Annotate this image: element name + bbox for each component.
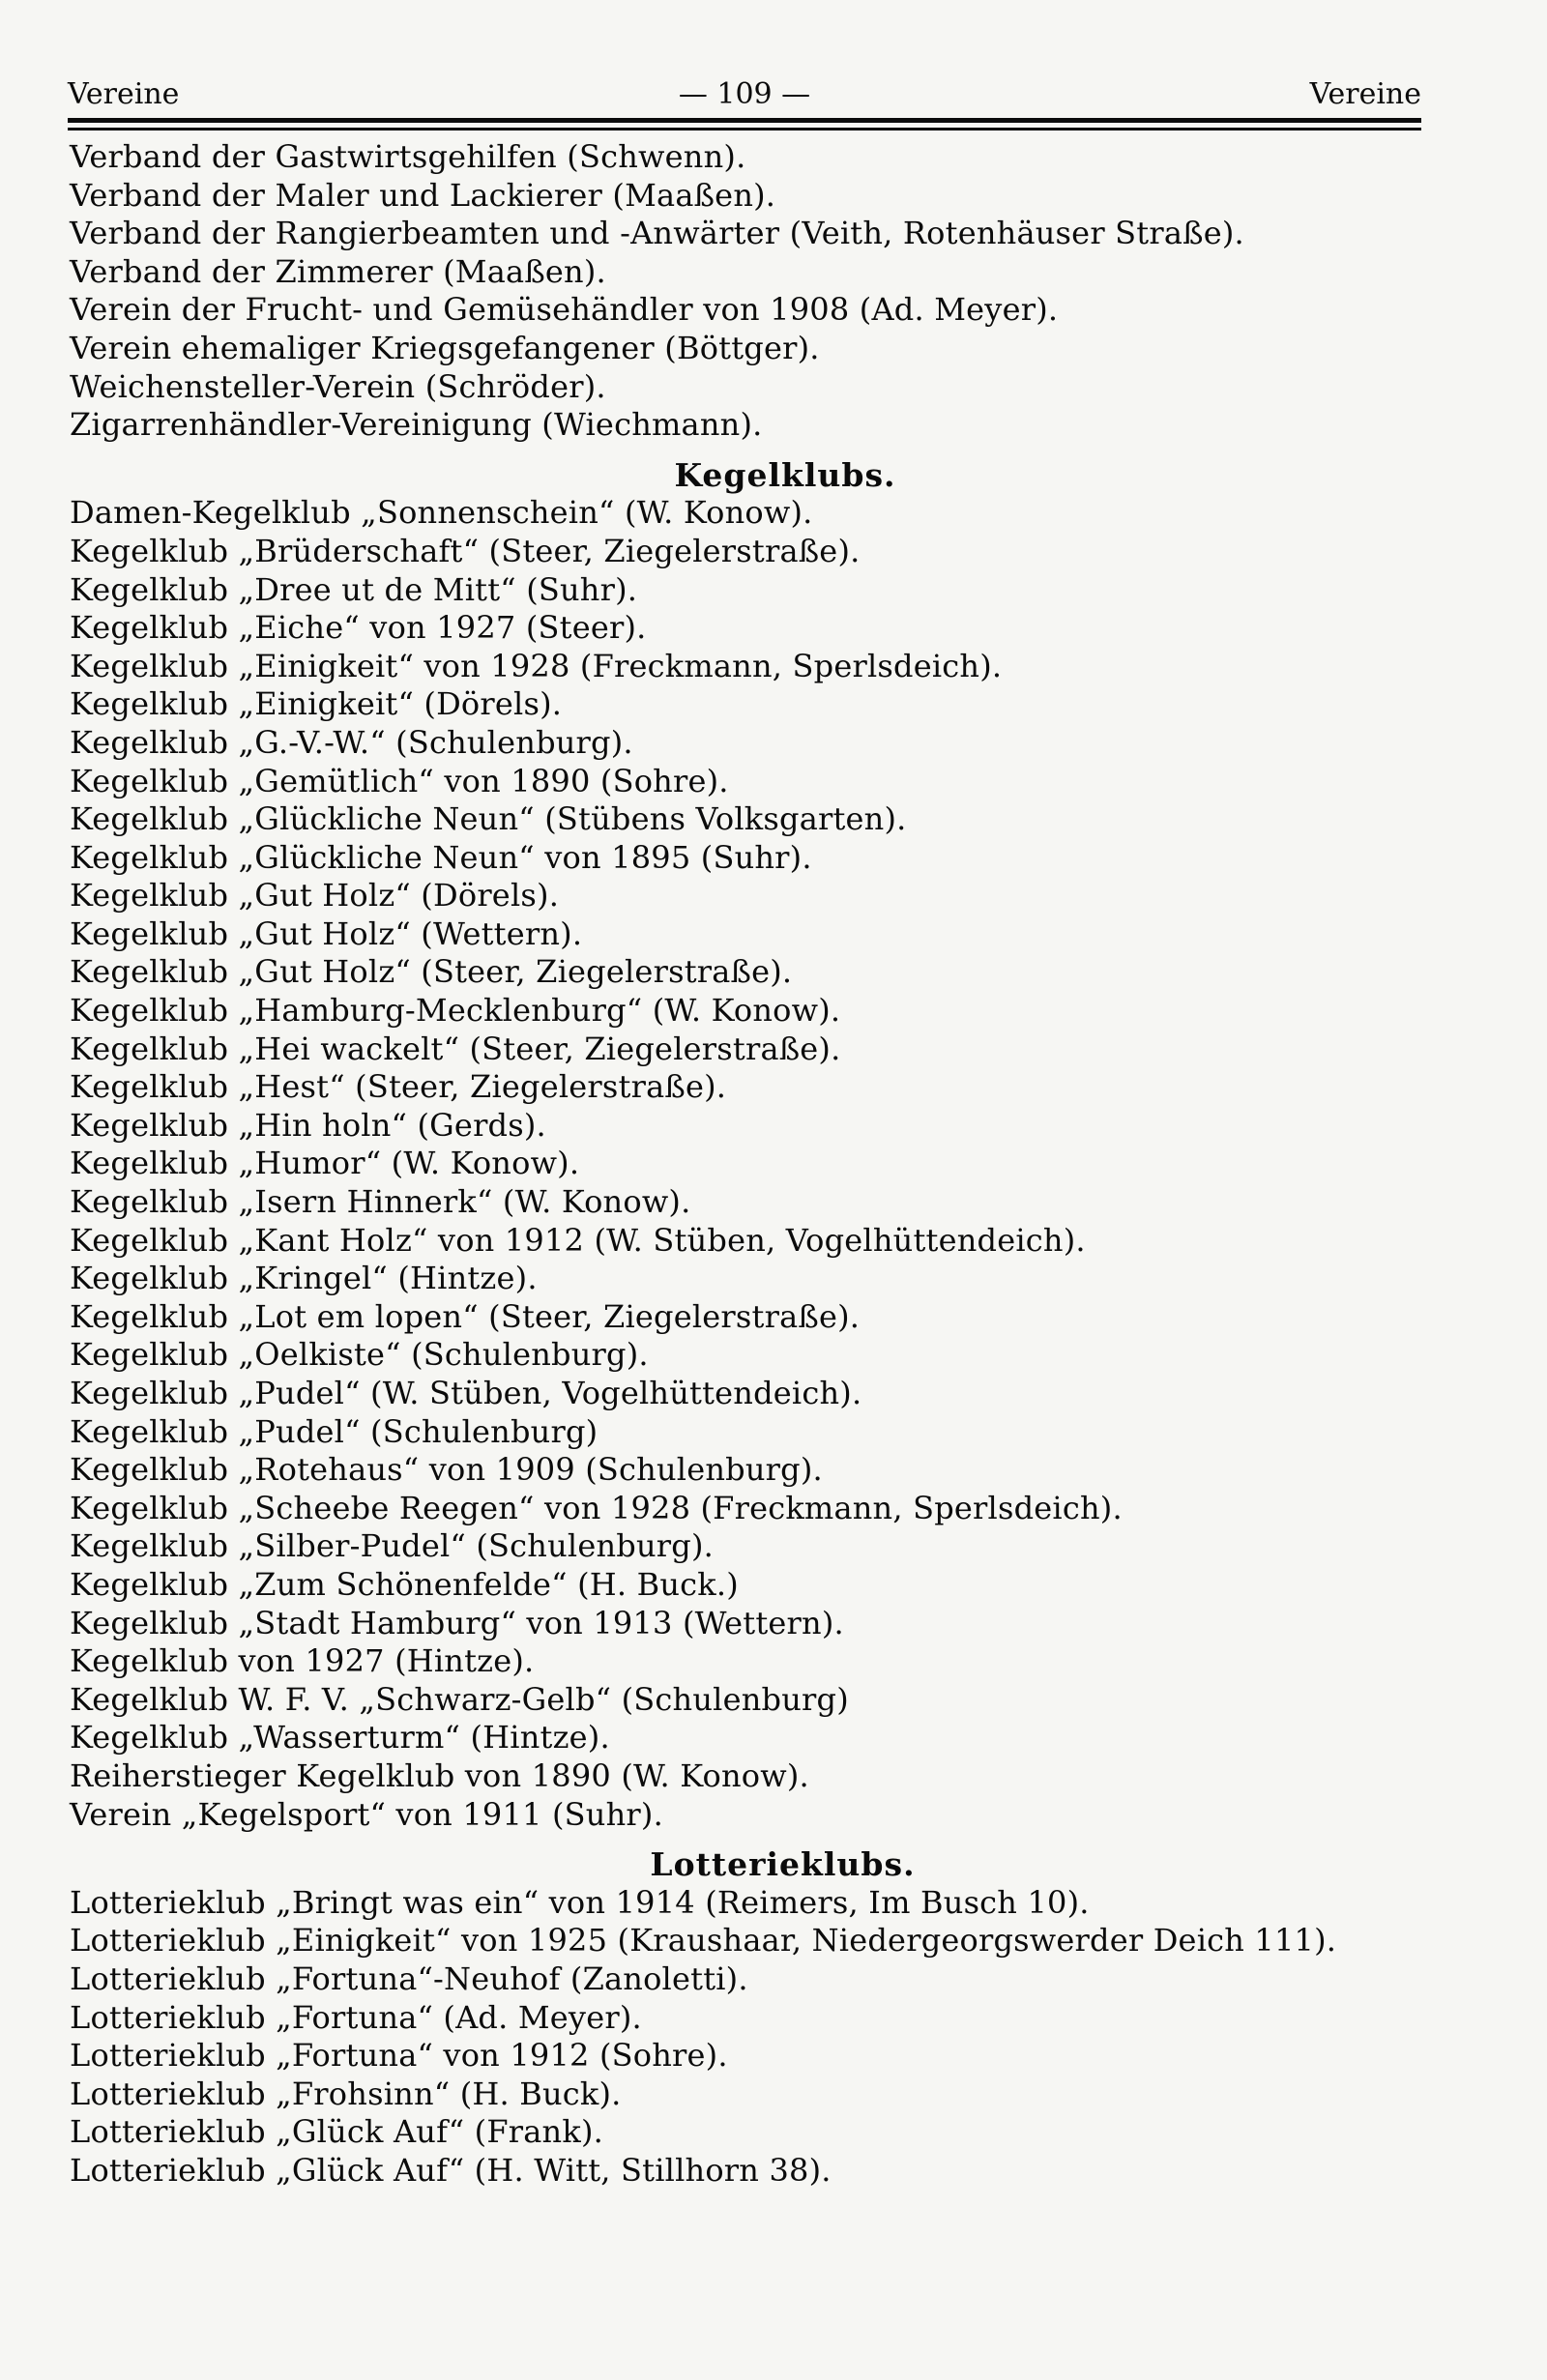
list-entry: Kegelklub „Scheebe Reegen“ von 1928 (Freckmann, Sperlsdeich). (70, 1489, 1123, 1526)
list-entry: Kegelklub „Gut Holz“ (Wettern). (70, 914, 583, 952)
list-entry: Kegelklub „Rotehaus“ von 1909 (Schulenburg). (70, 1451, 823, 1489)
kegelklubs-list (70, 494, 1443, 1834)
header-rule-thick (68, 118, 1421, 123)
list-entry: Kegelklub von 1927 (Hintze). (70, 1642, 535, 1680)
list-entry: Kegelklub „Kringel“ (Hintze). (70, 1260, 538, 1297)
list-entry: Kegelklub „Pudel“ (Schulenburg) (70, 1412, 598, 1450)
list-entry: Kegelklub „Silber-Pudel“ (Schulenburg). (70, 1527, 715, 1565)
list-entry: Kegelklub „Kant Holz“ von 1912 (W. Stüben, Vogelhüttendeich). (70, 1221, 1086, 1259)
spacer (70, 1834, 1443, 1845)
list-entry: Kegelklub „Zum Schönenfelde“ (H. Buck.) (70, 1565, 739, 1603)
list-entry: Lotterieklub „Fortuna“ (Ad. Meyer). (70, 1998, 642, 2036)
list-entry: Verein ehemaliger Kriegsgefangener (Böttger). (70, 329, 820, 366)
list-entry: Lotterieklub „Frohsinn“ (H. Buck). (70, 2075, 622, 2112)
list-entry: Kegelklub „Gemütlich“ von 1890 (Sohre). (70, 762, 729, 799)
list-entry: Kegelklub „Lot em lopen“ (Steer, Ziegelerstraße). (70, 1297, 861, 1335)
list-entry: Kegelklub „Einigkeit“ von 1928 (Freckmann, Sperlsdeich). (70, 647, 1003, 684)
list-entry: Lotterieklub „Fortuna“ von 1912 (Sohre). (70, 2037, 728, 2075)
list-entry: Verband der Zimmerer (Maaßen). (70, 252, 606, 290)
list-entry: Kegelklub „Glückliche Neun“ von 1895 (Suhr). (70, 838, 812, 876)
verbaende-list (70, 138, 1443, 445)
list-entry: Lotterieklub „Glück Auf“ (Frank). (70, 2113, 604, 2151)
section-title-kegelklubs: Kegelklubs. (674, 455, 896, 494)
list-entry: Verband der Gastwirtsgehilfen (Schwenn). (70, 138, 746, 175)
list-entry: Verband der Maler und Lackierer (Maaßen). (70, 176, 776, 214)
list-entry: Kegelklub „Stadt Hamburg“ von 1913 (Wettern). (70, 1604, 844, 1641)
header-rule-thin (68, 128, 1421, 131)
list-entry: Kegelklub „G.-V.-W.“ (Schulenburg). (70, 723, 633, 761)
list-entry: Kegelklub „Oelkiste“ (Schulenburg). (70, 1336, 649, 1374)
list-entry: Lotterieklub „Glück Auf“ (H. Witt, Stillhorn 38). (70, 2151, 832, 2189)
list-entry: Damen-Kegelklub „Sonnenschein“ (W. Konow). (70, 494, 813, 532)
running-header (68, 77, 1421, 116)
list-entry: Kegelklub „Wasserturm“ (Hintze). (70, 1719, 610, 1756)
list-entry: Kegelklub W. F. V. „Schwarz-Gelb“ (Schulenburg) (70, 1680, 849, 1718)
list-entry: Kegelklub „Gut Holz“ (Dörels). (70, 877, 560, 914)
list-entry: Kegelklub „Isern Hinnerk“ (W. Konow). (70, 1183, 691, 1221)
list-entry: Kegelklub „Pudel“ (W. Stüben, Vogelhüttendeich). (70, 1375, 862, 1411)
list-entry: Lotterieklub „Einigkeit“ von 1925 (Kraushaar, Niedergeorgswerder Deich 111). (70, 1922, 1337, 1959)
list-entry: Verband der Rangierbeamten und -Anwärter (Veith, Rotenhäuser Straße). (70, 215, 1244, 252)
list-entry: Kegelklub „Eiche“ von 1927 (Steer). (70, 609, 647, 647)
header-right: Vereine (1309, 77, 1421, 111)
section-title-lotterieklubs: Lotterieklubs. (650, 1845, 916, 1884)
page-content (70, 138, 1443, 2190)
page-number: — 109 — (678, 77, 811, 111)
list-entry: Kegelklub „Glückliche Neun“ (Stübens Volksgarten). (70, 800, 907, 838)
list-entry: Reiherstieger Kegelklub von 1890 (W. Konow). (70, 1756, 809, 1794)
lotterieklubs-list (70, 1884, 1443, 2191)
spacer (70, 445, 1443, 456)
list-entry: Kegelklub „Dree ut de Mitt“ (Suhr). (70, 570, 638, 608)
list-entry: Kegelklub „Brüderschaft“ (Steer, Ziegelerstraße). (70, 532, 861, 569)
list-entry: Lotterieklub „Fortuna“-Neuhof (Zanoletti). (70, 1959, 748, 1997)
list-entry: Kegelklub „Hin holn“ (Gerds). (70, 1106, 546, 1144)
list-entry: Weichensteller-Verein (Schröder). (70, 367, 606, 405)
list-entry: Kegelklub „Hamburg-Mecklenburg“ (W. Konow). (70, 992, 841, 1030)
list-entry: Zigarrenhändler-Vereinigung (Wiechmann). (70, 406, 763, 444)
list-entry: Kegelklub „Einigkeit“ (Dörels). (70, 685, 563, 723)
list-entry: Kegelklub „Hest“ (Steer, Ziegelerstraße). (70, 1068, 727, 1106)
list-entry: Verein „Kegelsport“ von 1911 (Suhr). (70, 1795, 663, 1833)
list-entry: Verein der Frucht- und Gemüsehändler von 1908 (Ad. Meyer). (70, 291, 1059, 329)
header-left: Vereine (68, 77, 180, 111)
list-entry: Kegelklub „Humor“ (W. Konow). (70, 1145, 580, 1182)
list-entry: Kegelklub „Gut Holz“ (Steer, Ziegelerstraße). (70, 953, 793, 991)
list-entry: Lotterieklub „Bringt was ein“ von 1914 (Reimers, Im Busch 10). (70, 1883, 1090, 1921)
list-entry: Kegelklub „Hei wackelt“ (Steer, Ziegelerstraße). (70, 1030, 841, 1067)
